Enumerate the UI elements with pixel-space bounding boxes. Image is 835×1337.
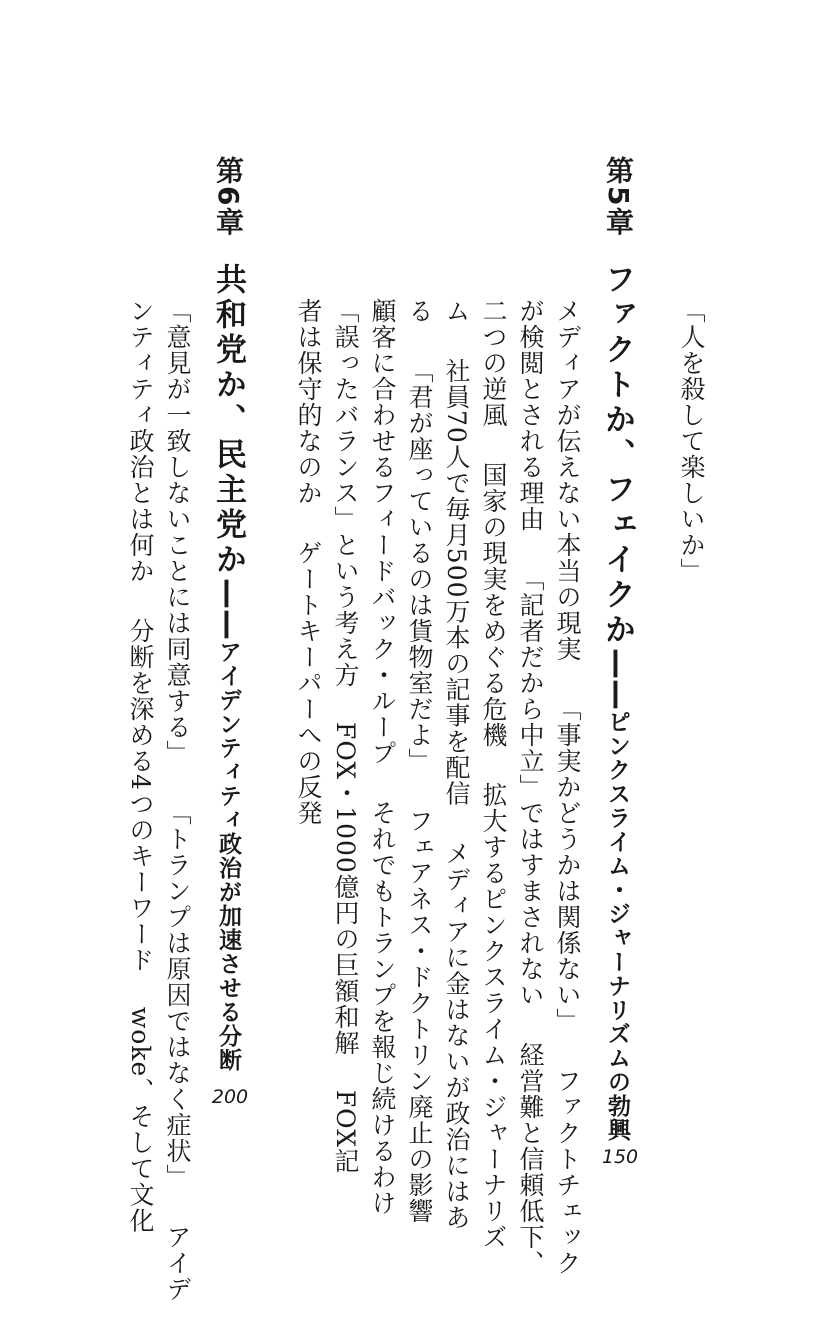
toc-line-6-1[interactable] bbox=[165, 298, 190, 1302]
toc-entry: woke、そして文化 bbox=[126, 1006, 155, 1234]
toc-entry: 者は保守的なのか bbox=[294, 298, 323, 506]
toc-entry: FOX記 bbox=[331, 1089, 360, 1175]
toc-entry: ム bbox=[442, 298, 471, 324]
chapter-6-subtitle: アイデンティティ政治が加速させる分断 bbox=[215, 640, 241, 1072]
chapter-6-title: 共和党か、民主党か bbox=[210, 263, 246, 578]
toc-line-5-3[interactable] bbox=[481, 298, 506, 1250]
toc-entry: フェアネス・ドクトリン廃止の影響 bbox=[405, 808, 434, 1224]
toc-entry: ンティティ政治とは何か bbox=[126, 298, 155, 584]
toc-entry: 経営難と信頼低下、 bbox=[516, 1042, 545, 1276]
toc-entry: 「記者だから中立」ではすまされない bbox=[516, 566, 545, 1008]
toc-entry: が検閲とされる理由 bbox=[516, 298, 545, 532]
toc-entry: 分断を深める4つのキーワード bbox=[126, 618, 155, 973]
toc-entry: 「事実かどうかは関係ない」 bbox=[553, 696, 582, 1034]
toc-line-5-1[interactable] bbox=[555, 298, 580, 1276]
toc-entry: 社員70人で毎月500万本の記事を配信 bbox=[442, 358, 471, 807]
toc-entry: ゲートキーパーへの反発 bbox=[294, 540, 323, 826]
prev-chapter-entry[interactable] bbox=[679, 298, 704, 584]
chapter-5-page-number: 150 bbox=[601, 1146, 639, 1168]
chapter-5-title: ファクトか、フェイクか bbox=[599, 263, 635, 648]
toc-entry: FOX・1000億円の巨額和解 bbox=[331, 722, 360, 1056]
toc-entry: 二つの逆風 bbox=[479, 298, 508, 428]
toc-entry: それでもトランプを報じ続けるわけ bbox=[368, 800, 397, 1216]
chapter-6-number: 第6章 bbox=[212, 156, 245, 238]
chapter-6-heading[interactable] bbox=[210, 263, 246, 1072]
toc-entry: 「君が座っているのは貨物室だよ」 bbox=[405, 358, 434, 774]
chapter-5-heading[interactable] bbox=[599, 263, 635, 1142]
toc-line-5-7[interactable] bbox=[333, 298, 358, 1174]
toc-line-5-4[interactable] bbox=[444, 298, 469, 1231]
toc-entry: メディアに金はないが政治にはあ bbox=[442, 840, 471, 1231]
toc-entry: 拡大するピンクスライム・ジャーナリズ bbox=[479, 782, 508, 1250]
toc-entry: 国家の現実をめぐる危機 bbox=[479, 462, 508, 748]
toc-entry: る bbox=[405, 298, 434, 324]
chapter-6-page-number: 200 bbox=[211, 1086, 249, 1108]
entry-text: 「人を殺して楽しいか」 bbox=[677, 298, 706, 584]
toc-entry: 顧客に合わせるフィードバック・ループ bbox=[368, 298, 397, 766]
chapter-5-subtitle: ピンクスライム・ジャーナリズムの勃興 bbox=[604, 710, 630, 1142]
toc-entry: 「意見が一致しないことには同意する」 bbox=[163, 298, 192, 766]
toc-entry: アイデ bbox=[163, 1224, 192, 1302]
toc-entry: メディアが伝えない本当の現実 bbox=[553, 298, 582, 662]
title-dash: —— bbox=[599, 648, 635, 710]
chapter-5-number: 第5章 bbox=[602, 156, 635, 238]
toc-entry: ファクトチェック bbox=[553, 1068, 582, 1276]
title-dash: —— bbox=[210, 578, 246, 640]
toc-line-5-5[interactable] bbox=[407, 298, 432, 1224]
toc-line-5-8[interactable] bbox=[296, 298, 321, 826]
toc-line-6-2[interactable] bbox=[128, 298, 153, 1233]
toc-line-5-6[interactable] bbox=[370, 298, 395, 1216]
toc-entry: 「トランプは原因ではなく症状」 bbox=[163, 800, 192, 1190]
toc-entry: 「誤ったバランス」という考え方 bbox=[331, 298, 360, 688]
toc-line-5-2[interactable] bbox=[518, 298, 543, 1276]
